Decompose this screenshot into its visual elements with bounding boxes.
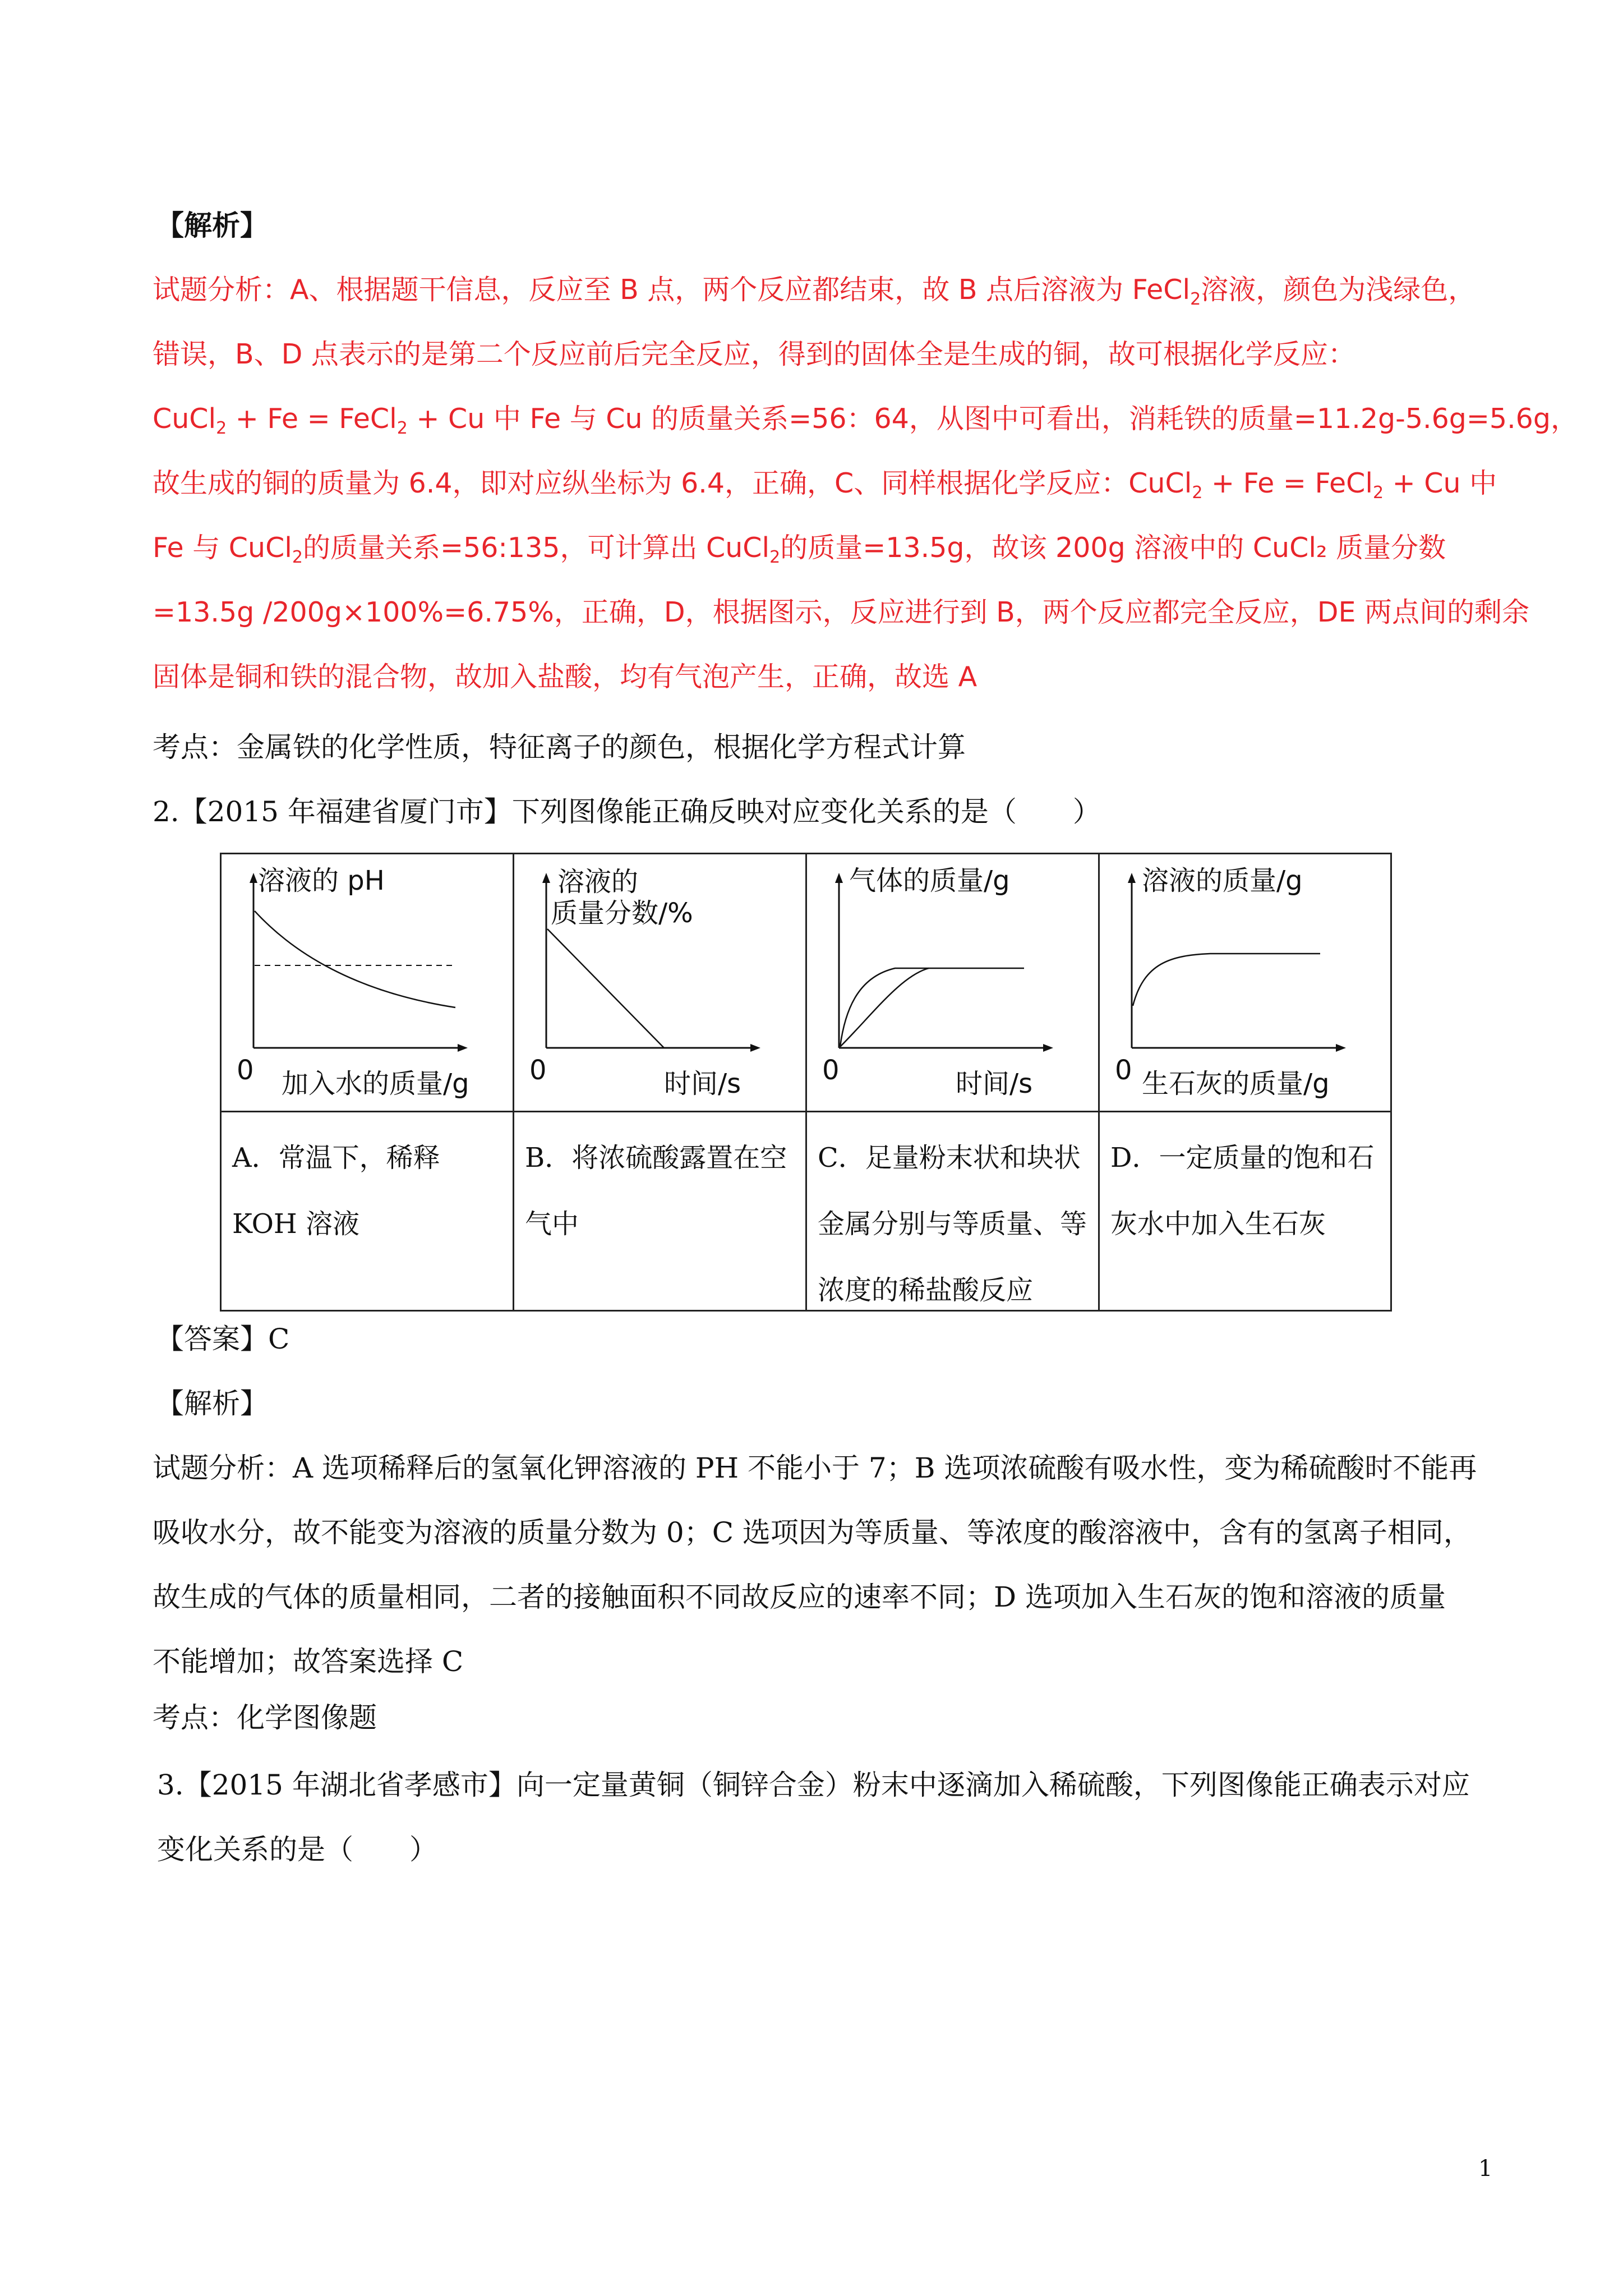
analysis-2-line-4: 不能增加；故答案选择 C [153, 1645, 464, 1678]
analysis-line-5: Fe 与 CuCl$_2$的质量关系=56:135，可计算出 CuCl$_2$的质量=13.5g，故该 200g 溶液中的 CuCl₂ 质量分数 [153, 532, 1446, 567]
analysis-2-line-2: 吸收水分，故不能变为溶液的质量分数为 0；C 选项因为等质量、等浓度的酸溶液中，含有的氢离子相同， [153, 1516, 1472, 1549]
analysis-line-4: 故生成的铜的质量为 6.4，即对应纵坐标为 6.4，正确，C、同样根据化学反应：CuCl$_2$ + Fe = FeCl$_2$ + Cu 中 [153, 467, 1497, 503]
option-d: D．一定质量的饱和石灰水中加入生石灰 [1110, 1142, 1375, 1240]
chart-d-xlabel: 生石灰的质量/g [1142, 1068, 1330, 1099]
chart-b-xlabel: 时间/s [664, 1068, 741, 1099]
option-c: C．足量粉末状和块状金属分别与等质量、等浓度的稀盐酸反应 [818, 1142, 1087, 1306]
analysis-2-line-3: 故生成的气体的质量相同，二者的接触面积不同故反应的速率不同；D 选项加入生石灰的饱和溶液的质量 [153, 1581, 1446, 1613]
option-a: A．常温下，稀释 KOH 溶液 [232, 1142, 440, 1240]
analysis-heading: 【解析】 [156, 209, 268, 242]
chart-a-origin: 0 [237, 1055, 254, 1086]
analysis-heading-2: 【解析】 [156, 1387, 268, 1420]
chart-c [811, 857, 1097, 1121]
analysis-line-3: CuCl$_2$ + Fe = FeCl$_2$ + Cu 中 Fe 与 Cu 的质量关系=56：64，从图中可看出，消耗铁的质量=11.2g-5.6g=5.6g， [153, 403, 1578, 438]
option-b: B．将浓硫酸露置在空气中 [525, 1142, 787, 1240]
analysis-line-1: 试题分析：A、根据题干信息，反应至 B 点，两个反应都结束，故 B 点后溶液为 FeCl$_2$溶液，颜色为浅绿色， [153, 274, 1476, 309]
question-3-line-2: 变化关系的是（ ） [157, 1833, 437, 1866]
question-2-stem: 2.【2015 年福建省厦门市】下列图像能正确反映对应变化关系的是（ ） [153, 795, 1101, 828]
chart-a-xlabel: 加入水的质量/g [282, 1068, 469, 1099]
answer: 【答案】C [156, 1323, 290, 1355]
analysis-line-2: 错误，B、D 点表示的是第二个反应前后完全反应，得到的固体全是生成的铜，故可根据化学反应： [153, 338, 1355, 370]
chart-c-xlabel: 时间/s [956, 1068, 1033, 1099]
kaodian-2: 考点：化学图像题 [153, 1701, 377, 1734]
kaodian-1: 考点：金属铁的化学性质，特征离子的颜色，根据化学方程式计算 [153, 731, 966, 763]
options-table [220, 853, 1392, 1312]
chart-a-ylabel: 溶液的 pH [258, 865, 385, 896]
analysis-2-line-1: 试题分析：A 选项稀释后的氢氧化钾溶液的 PH 不能小于 7；B 选项浓硫酸有吸水性，变为稀硫酸时不能再 [153, 1452, 1477, 1484]
chart-b [518, 857, 804, 1121]
chart-b-ylabel-1: 溶液的 [557, 866, 639, 898]
chart-d-origin: 0 [1115, 1055, 1132, 1086]
chart-a [225, 857, 511, 1121]
chart-d-ylabel: 溶液的质量/g [1142, 865, 1303, 896]
chart-b-origin: 0 [529, 1055, 547, 1086]
analysis-line-6: =13.5g /200g×100%=6.75%，正确，D，根据图示，反应进行到 B，两个反应都完全反应，DE 两点间的剩余 [153, 596, 1530, 628]
chart-d [1104, 857, 1390, 1121]
chart-c-origin: 0 [822, 1055, 840, 1086]
analysis-line-7: 固体是铜和铁的混合物，故加入盐酸，均有气泡产生，正确，故选 A [153, 661, 978, 693]
chart-c-ylabel: 气体的质量/g [849, 865, 1010, 896]
chart-b-ylabel-2: 质量分数/% [551, 898, 693, 929]
question-3-line-1: 3.【2015 年湖北省孝感市】向一定量黄铜（铜锌合金）粉末中逐滴加入稀硫酸，下列图像能正确表示对应 [157, 1769, 1470, 1801]
page-number: 1 [1478, 2156, 1493, 2182]
